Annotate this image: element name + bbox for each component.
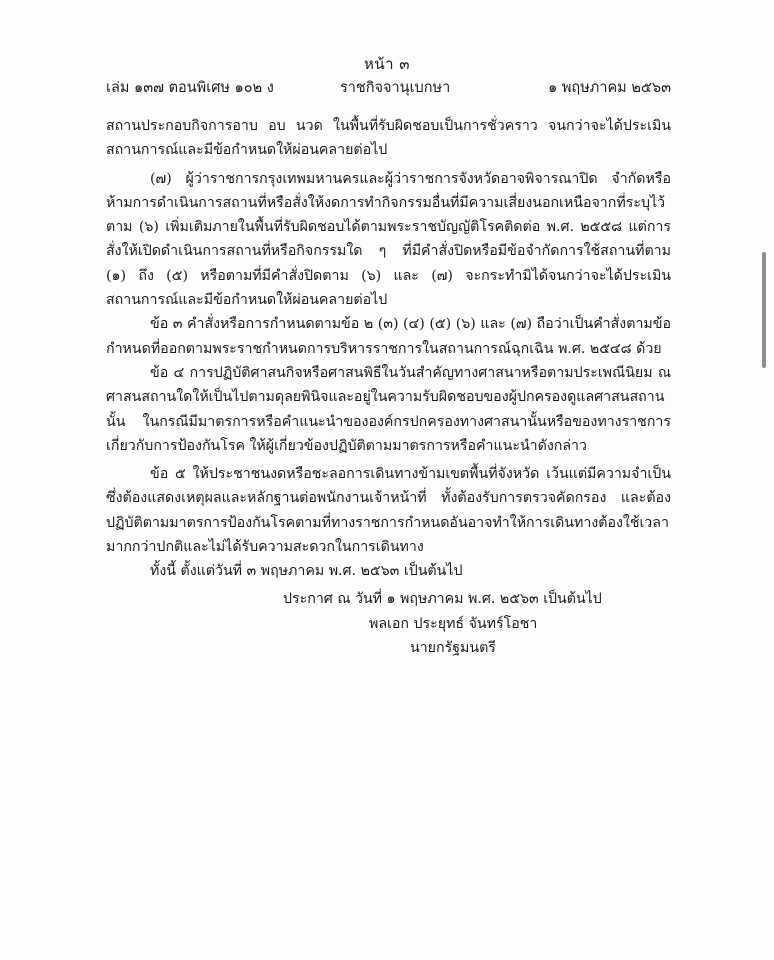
signature-block: [283, 587, 602, 661]
paragraph-clause-5: ข้อ ๕ ให้ประชาชนงดหรือชะลอการเดินทางข้ามเขตพื้นที่จังหวัด เว้นแต่มีความจำเป็นซึ่งต้องแสดงเหตุผลและหลักฐานต่อพนักงานเจ้าหน้าที่ ทั้งต้องรับการตรวจคัดกรอง และต้องปฏิบัติตามมาตรการป้องกันโรคตามที่ทางราชการกำหนดอันอาจทำให้การเดินทางต้องใช้เวลามากกว่าปกติและไม่ได้รับความสะดวกในการเดินทาง: [106, 466, 671, 556]
paragraph-effective-date: ทั้งนี้ ตั้งแต่วันที่ ๓ พฤษภาคม พ.ศ. ๒๕๖๓ เป็นต้นไป: [150, 563, 463, 580]
publication-name: ราชกิจจานุเบกษา: [340, 80, 451, 96]
signatory-name: พลเอก ประยุทธ์ จันทร์โอชา: [369, 615, 538, 632]
page-number: หน้า ๓: [363, 55, 411, 73]
document-body: [106, 114, 671, 584]
gazette-header: [106, 76, 671, 98]
issue-number: เล่ม ๑๓๗ ตอนพิเศษ ๑๐๒ ง: [106, 80, 274, 96]
scrollbar-thumb[interactable]: [762, 252, 766, 368]
paragraph-clause-3: ข้อ ๓ คำสั่งหรือการกำหนดตามข้อ ๒ (๓) (๔) (๕) (๖) และ (๗) ถือว่าเป็นคำสั่งตามข้อกำหนดที่ออกตามพระราชกำหนดการบริหารราชการในสถานการณ์ฉุกเฉิน พ.ศ. ๒๕๔๘ ด้วย: [106, 316, 671, 357]
publication-date: ๑ พฤษภาคม ๒๕๖๓: [548, 80, 671, 96]
paragraph-continuation: สถานประกอบกิจการอาบ อบ นวด ในพื้นที่รับผิดชอบเป็นการชั่วคราว จนกว่าจะได้ประเมินสถานการณ์และมีข้อกำหนดให้ผ่อนคลายต่อไป: [106, 118, 671, 159]
paragraph-item-7: (๗) ผู้ว่าราชการกรุงเทพมหานครและผู้ว่าราชการจังหวัดอาจพิจารณาปิด จำกัดหรือห้ามการดำเนินการสถานที่หรือสั่งให้งดการทำกิจกรรมอื่นที่มีความเสี่ยงนอกเหนือจากที่ระบุไว้ตาม (๖) เพิ่มเติมภายในพื้นที่รับผิดชอบได้ตามพระราชบัญญัติโรคติดต่อ พ.ศ. ๒๕๕๘ แต่การสั่งให้เปิดดำเนินการสถานที่หรือกิจกรรมใด ๆ ที่มีคำสั่งปิดหรือมีข้อจำกัดการใช้สถานที่ตาม (๑) ถึง (๕) หรือตามที่มีคำสั่งปิดตาม (๖) และ (๗) จะกระทำมิได้จนกว่าจะได้ประเมินสถานการณ์และมีข้อกำหนดให้ผ่อนคลายต่อไป: [106, 170, 671, 309]
announcement-date: ประกาศ ณ วันที่ ๑ พฤษภาคม พ.ศ. ๒๕๖๓ เป็นต้นไป: [283, 591, 602, 607]
paragraph-clause-4: ข้อ ๔ การปฏิบัติศาสนกิจหรือศาสนพิธีในวันสำคัญทางศาสนาหรือตามประเพณีนิยม ณ ศาสนสถานใดให้เป็นไปตามดุลยพินิจและอยู่ในความรับผิดชอบของผู้ปกครองดูแลศาสนสถานนั้น ในกรณีมีมาตรการหรือคำแนะนำขององค์กรปกครองทางศาสนานั้นหรือของทางราชการเกี่ยวกับการป้องกันโรค ให้ผู้เกี่ยวข้องปฏิบัติตามมาตรการหรือคำแนะนำดังกล่าว: [106, 364, 671, 454]
signatory-title: นายกรัฐมนตรี: [410, 640, 496, 656]
